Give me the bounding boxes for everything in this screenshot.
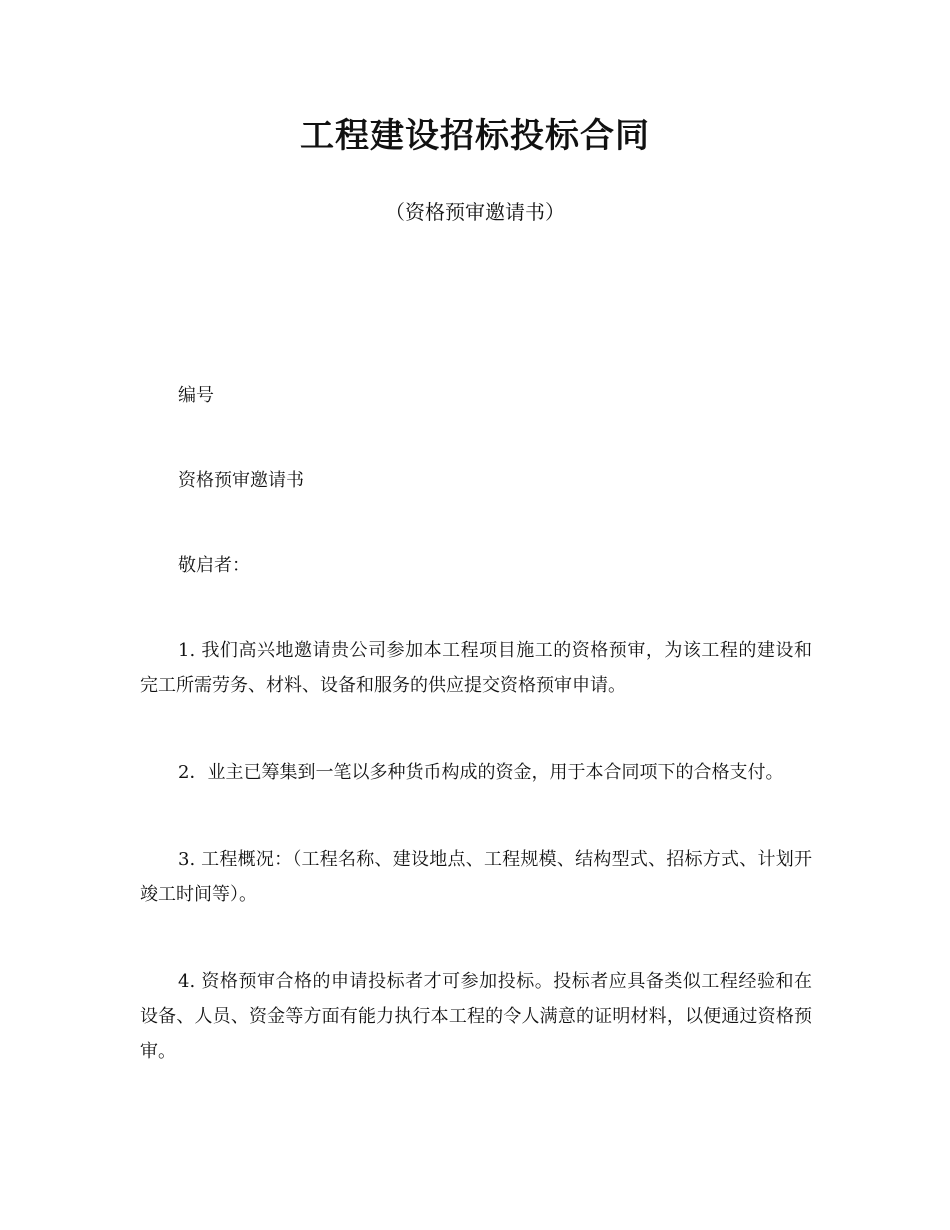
number-label: 编号	[178, 385, 214, 406]
document-body	[140, 378, 812, 1069]
section-heading: 资格预审邀请书	[178, 470, 304, 491]
salutation: 敬启者：	[178, 555, 250, 576]
paragraph-1: 1. 我们高兴地邀请贵公司参加本工程项目施工的资格预审，为该工程的建设和完工所需劳务、材料、设备和服务的供应提交资格预审申请。	[140, 640, 812, 696]
document-subtitle: （资格预审邀请书）	[385, 200, 565, 224]
paragraph-4: 4. 资格预审合格的申请投标者才可参加投标。投标者应具备类似工程经验和在设备、人员、资金等方面有能力执行本工程的令人满意的证明材料，以便通过资格预审。	[140, 971, 812, 1062]
document-title: 工程建设招标投标合同	[300, 116, 650, 156]
paragraph-2: 2．业主已筹集到一笔以多种货币构成的资金，用于本合同项下的合格支付。	[178, 762, 784, 783]
paragraph-3: 3. 工程概况：（工程名称、建设地点、工程规模、结构型式、招标方式、计划开竣工时间等）。	[140, 849, 812, 905]
